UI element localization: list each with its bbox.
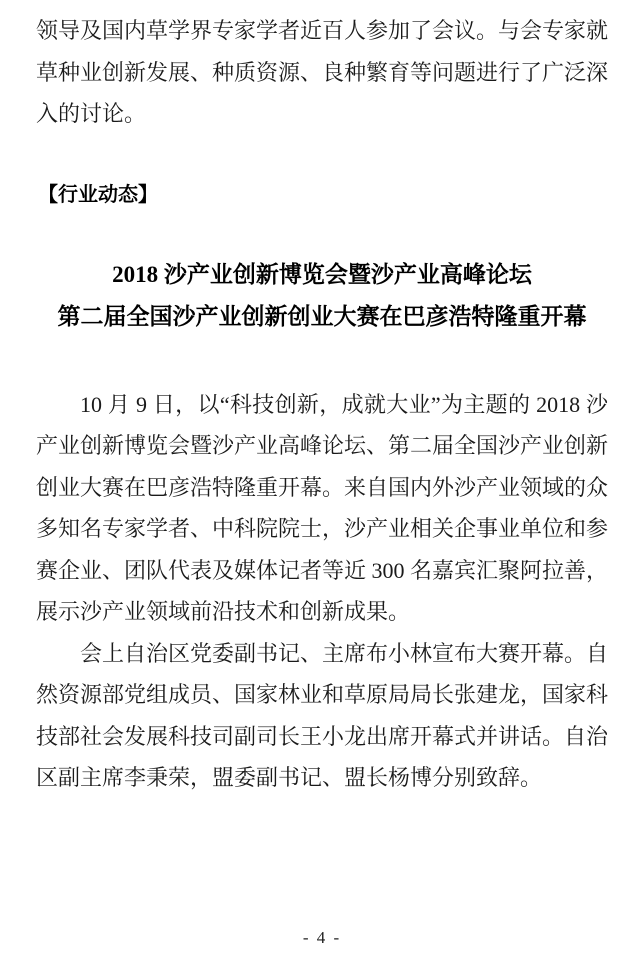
article-title-line-1: 2018 沙产业创新博览会暨沙产业高峰论坛 <box>112 261 532 287</box>
continuation-paragraph: 领导及国内草学界专家学者近百人参加了会议。与会专家就草种业创新发展、种质资源、良种繁育等问题进行了广泛深入的讨论。 <box>36 18 609 126</box>
section-header: 【行业动态】 <box>38 183 158 206</box>
article-title-line-2: 第二届全国沙产业创新创业大赛在巴彦浩特隆重开幕 <box>57 303 587 329</box>
article-title <box>36 254 608 338</box>
article-paragraph-2: 会上自治区党委副书记、主席布小林宣布大赛开幕。自然资源部党组成员、国家林业和草原局局长张建龙，国家科技部社会发展科技司副司长王小龙出席开幕式并讲话。自治区副主席李秉荣，盟委副书记、盟长杨博分别致辞。 <box>36 640 609 790</box>
page-footer <box>0 928 644 948</box>
page-number: - 4 - <box>302 928 342 947</box>
article-paragraph-1: 10 月 9 日，以“科技创新，成就大业”为主题的 2018 沙产业创新博览会暨沙产业高峰论坛、第二届全国沙产业创新创业大赛在巴彦浩特隆重开幕。来自国内外沙产业领域的众多知名专家学者、中科院院士，沙产业相关企事业单位和参赛企业、团队代表及媒体记者等近 300 名嘉宾汇聚阿拉善，展示沙产业领域前沿技术和创新成果。 <box>36 391 609 624</box>
